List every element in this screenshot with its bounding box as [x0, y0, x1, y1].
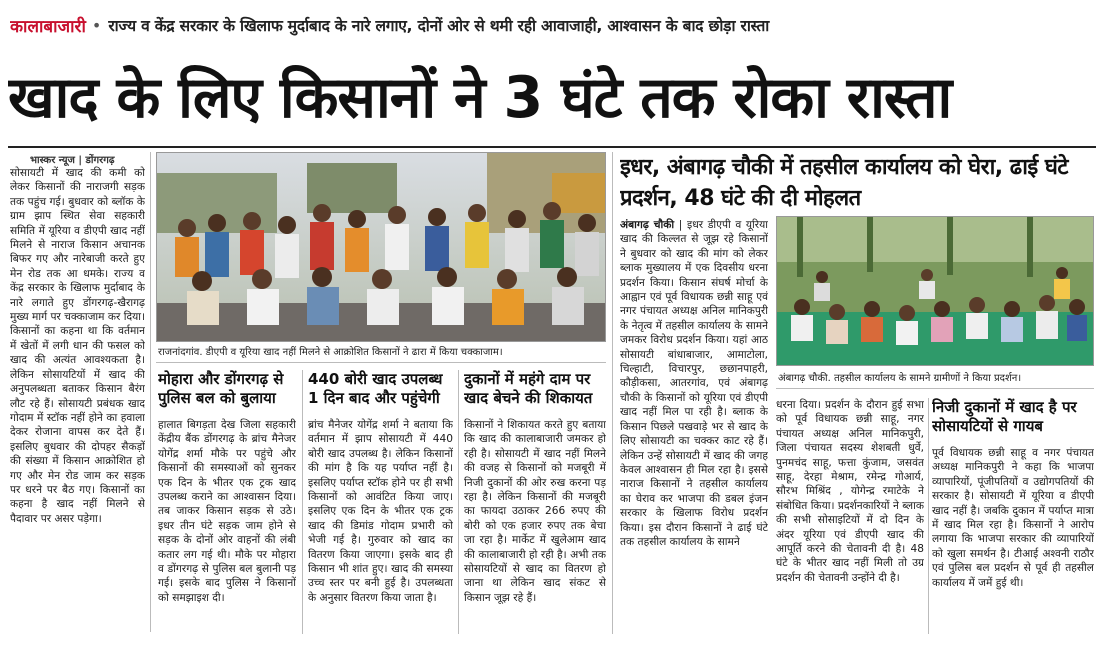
section2-title: 440 बोरी खाद उपलब्ध 1 दिन बाद और पहुंचेगी: [308, 370, 443, 407]
main-headline: खाद के लिए किसानों ने 3 घंटे तक रोका रास्ता: [8, 65, 952, 131]
story2-section-title: निजी दुकानों में खाद है पर सोसायटियों से गायब: [932, 398, 1077, 435]
protest-photo-road-block: [156, 152, 606, 342]
section-rule: [156, 362, 606, 363]
story2-column-b: धरना दिया। प्रदर्शन के दौरान हुई सभा को पूर्व विधायक छन्नी साहू, नगर पंचायत अध्यक्ष अनिल मानिकपुरी, जिला पंचायत सदस्य शेशबती धुर्वे, पुनमचंद साहू, फत्ता कुंजाम, जसवंत साहू, देरहा मेश्राम, रमेन्द्र गोआर्य, सौरभ मिश्रिंद , योगेन्द्र रमाटेके ने संबोधित किया। प्रदर्शनकारियों ने ब्लाक की सभी सोसाइटियों में दो दिन के अंदर यूरिया एवं डीएपी खाद की आपूर्ति करने की चेतावनी दी है। 48 घंटे के भीतर खाद नहीं मिली तो उग्र प्रदर्शन की चेतावनी उन्होंने दी है।: [776, 399, 924, 584]
section3-title: दुकानों में महंगे दाम पर खाद बेचने की शिकायत: [464, 370, 593, 407]
section1-body: हालात बिगड़ता देख जिला सहकारी केंद्रीय बैंक डोंगरगढ़ के ब्रांच मैनेजर योगेंद्र शर्मा मौके पर पहुंचे और किसानों की समस्याओं को सुनकर एक दिन के भीतर एक ट्रक खाद उपलब्ध कराने का आश्वासन दिया। तब जाकर किसान सड़क से उठे। इधर तीन घंटे सड़क जाम होने से सड़क के दोनों ओर वाहनों की लंबी कतार लग गई थी। मौके पर मोहारा व डोंगरगढ़ से पुलिस बल बुलानी पड़ गई। इसके बाद पुलिस ने किसानों को समझाइश दी।: [158, 419, 296, 604]
story2-column-a-text: इधर डीएपी व यूरिया खाद की किल्लत से जूझ रहे किसानों ने बुधवार को खाद की मांग को लेकर ब्लाक मुख्यालय में एक दिवसीय धरना प्रदर्शन किया। किसान संघर्ष मोर्चा के आह्वान एवं पूर्व विधायक छन्नी साहू एवं नगर पंचायत अध्यक्ष अनिल मानिकपुरी के नेतृत्व में तहसील कार्यालय के सामने जमकर विरोध प्रदर्शन किया। यहां आठ सोसायटी बांधाबाजार, आमाटोला, चिल्हाटी, विचारपुर, छछानपाहरी, कौड़ीकसा, आतरगांव, एवं अंबागढ़ चौकी के किसानों को यूरिया एवं डीएपी खाद नहीं मिल पा रही है। ब्लाक के किसान पिछले पखवाड़े भर से खाद के लिए सोसायटी का चक्कर काट रहे हैं। लेकिन उन्हें सोसायटी में खाद की जगह केवल आश्वासन ही मिल रहा है। इससे नाराज किसानों ने तहसील कार्यालय का घेराव कर भाजपा की डबल इंजन सरकार के खिलाफ विरोध प्रदर्शन किया। इस दौरान किसानों ने ढाई घंटे तक तहसील कार्यालय के सामने: [620, 219, 768, 548]
section1-title: मोहारा और डोंगरगढ़ से पुलिस बल को बुलाया: [158, 370, 284, 407]
photo2-caption: अंबागढ़ चौकी. तहसील कार्यालय के सामने ग्रामीणों ने किया प्रदर्शन।: [778, 373, 1022, 384]
kicker-line: [10, 8, 1095, 42]
kicker-text: राज्य व केंद्र सरकार के खिलाफ मुर्दाबाद के नारे लगाए, दोनों ओर से थमी रही आवाजाही, आश्वासन के बाद छोड़ा रास्ता: [108, 17, 770, 35]
story2-section-body: पूर्व विधायक छन्नी साहू व नगर पंचायत अध्यक्ष मानिकपुरी ने कहा कि भाजपा व्यापारियों, पूंजीपतियों व उद्योगपतियों की सरकार है। सोसायटी में यूरिया व डीएपी खाद नहीं है। जबकि दुकान में पर्याप्त मात्रा में खाद मिल रहा है। किसानों ने आरोप लगाया कि भाजपा सरकार की व्यापारियों को खुला समर्थन है। टीआई अश्वनी राठौर एवं पुलिस बल प्रदर्शन से पूर्व ही तहसील कार्यालय में जमें हुई थी।: [932, 447, 1094, 589]
story1-column-1: सोसायटी में खाद की कमी को लेकर किसानों की नाराजगी सड़क तक पहुंच गई। बुधवार को ब्लॉक के ग्राम झाप स्थित सेवा सहकारी समिति में यूरिया व डीएपी खाद नहीं मिलने से नाराज किसान अचानक बिफर गए और नारेबाजी करते हुए मेन रोड तक आ धमके। राज्य व केंद्र सरकार के खिलाफ मुर्दाबाद के नारे लगाते हुए डोंगरगढ़-खैरागढ़ मुख्य मार्ग पर चक्काजाम कर दिया। किसानों का कहना था कि वर्तमान में खेतों में लगी धान की फसल को खाद की अत्यंत आवश्यकता है। लेकिन सोसायटियों में खाद की अनुपलब्धता बताकर किसान बैरंग लौट रहे हैं। सोसायटी प्रबंधक खाद गोदाम में स्टॉक नहीं होने का हवाला देकर रोजाना वापस कर देते हैं। इसलिए बुधवार की दोपहर सैकड़ों की संख्या में किसान आक्रोशित हो गए और मेन रोड जाम कर सड़क पर धरने पर बैठ गए। किसानों का कहना है खाद नहीं मिलने से पैदावार पर असर पड़ेगा।: [10, 167, 145, 525]
section3-body: किसानों ने शिकायत करते हुए बताया कि खाद की कालाबाजारी जमकर हो रही है। सोसायटी में खाद नहीं मिलने की वजह से किसानों को मजबूरी में निजी दुकानों की ओर रुख करना पड़ रहा है। लेकिन किसानों की मजबूरी का फायदा उठाकर 266 रुपए की बोरी को एक हजार रुपए तक बेचा जा रहा है। मार्केट में खुलेआम खाद की कालाबाजारी हो रही है। अभी तक सोसायटियों से खाद का वितरण हो जाना था लेकिन खाद संकट से किसान जूझ रहे हैं।: [464, 419, 606, 604]
column-divider: [458, 370, 459, 634]
section2-body: ब्रांच मैनेजर योगेंद्र शर्मा ने बताया कि वर्तमान में झाप सोसायटी में 440 बोरी खाद उपलब्ध है। लेकिन किसानों की मांग है कि यह पर्याप्त नहीं है। इसलिए पर्याप्त स्टॉक होने पर ही सभी किसानों को आवंटित किया जाए। इसलिए एक दिन के भीतर एक ट्रक खाद की डिमांड गोदाम प्रभारी को भेजी गई है। गुरुवार को खाद का वितरण किया जाएगा। इसके बाद ही किसान भी शांत हुए। खाद की समस्या उच्च स्तर पर बनी हुई है। उपलब्धता के अनुसार वितरण किया जाता है।: [308, 419, 453, 604]
protest-photo-tehsil-office: [776, 216, 1094, 366]
byline: भास्कर न्यूज | डोंगरगढ़: [30, 155, 115, 166]
headline-rule: [8, 146, 1096, 148]
story2-column-a: अंबागढ़ चौकी | इधर डीएपी व यूरिया खाद की किल्लत से जूझ रहे किसानों ने बुधवार को खाद की मांग को लेकर ब्लाक मुख्यालय में एक दिवसीय धरना प्रदर्शन किया। किसान संघर्ष मोर्चा के आह्वान एवं पूर्व विधायक छन्नी साहू एवं नगर पंचायत अध्यक्ष अनिल मानिकपुरी के नेतृत्व में तहसील कार्यालय के सामने जमकर विरोध प्रदर्शन किया। यहां आठ सोसायटी बांधाबाजार, आमाटोला, चिल्हाटी, विचारपुर, छछानपाहरी, कौड़ीकसा, आतरगांव, एवं अंबागढ़ चौकी के किसानों को यूरिया एवं डीएपी खाद नहीं मिल पा रही है। ब्लाक के किसान पिछले पखवाड़े भर से खाद के लिए सोसायटी का चक्कर काट रहे हैं। लेकिन उन्हें सोसायटी में खाद की जगह केवल आश्वासन ही मिल रहा है। इससे नाराज किसानों ने तहसील कार्यालय का घेराव कर भाजपा की डबल इंजन सरकार के खिलाफ विरोध प्रदर्शन किया। इस दौरान किसानों ने ढाई घंटे तक तहसील कार्यालय के सामने: [620, 219, 768, 548]
kicker-separator: •: [91, 15, 102, 35]
column-divider: [928, 398, 929, 634]
story2-dateline: अंबागढ़ चौकी: [620, 219, 675, 231]
story2-headline: इधर, अंबागढ़ चौकी में तहसील कार्यालय को घेरा, ढाई घंटे प्रदर्शन, 48 घंटे की दी मोहलत: [620, 155, 1068, 211]
photo1-caption: राजनांदगांव. डीएपी व यूरिया खाद नहीं मिलने से आक्रोशित किसानों ने ढारा में किया चक्काजाम।: [158, 347, 503, 358]
section-rule: [776, 388, 1094, 389]
kicker-tag: कालाबाजारी: [10, 16, 86, 37]
column-divider: [302, 370, 303, 634]
column-divider: [150, 152, 151, 632]
column-divider: [612, 152, 613, 634]
